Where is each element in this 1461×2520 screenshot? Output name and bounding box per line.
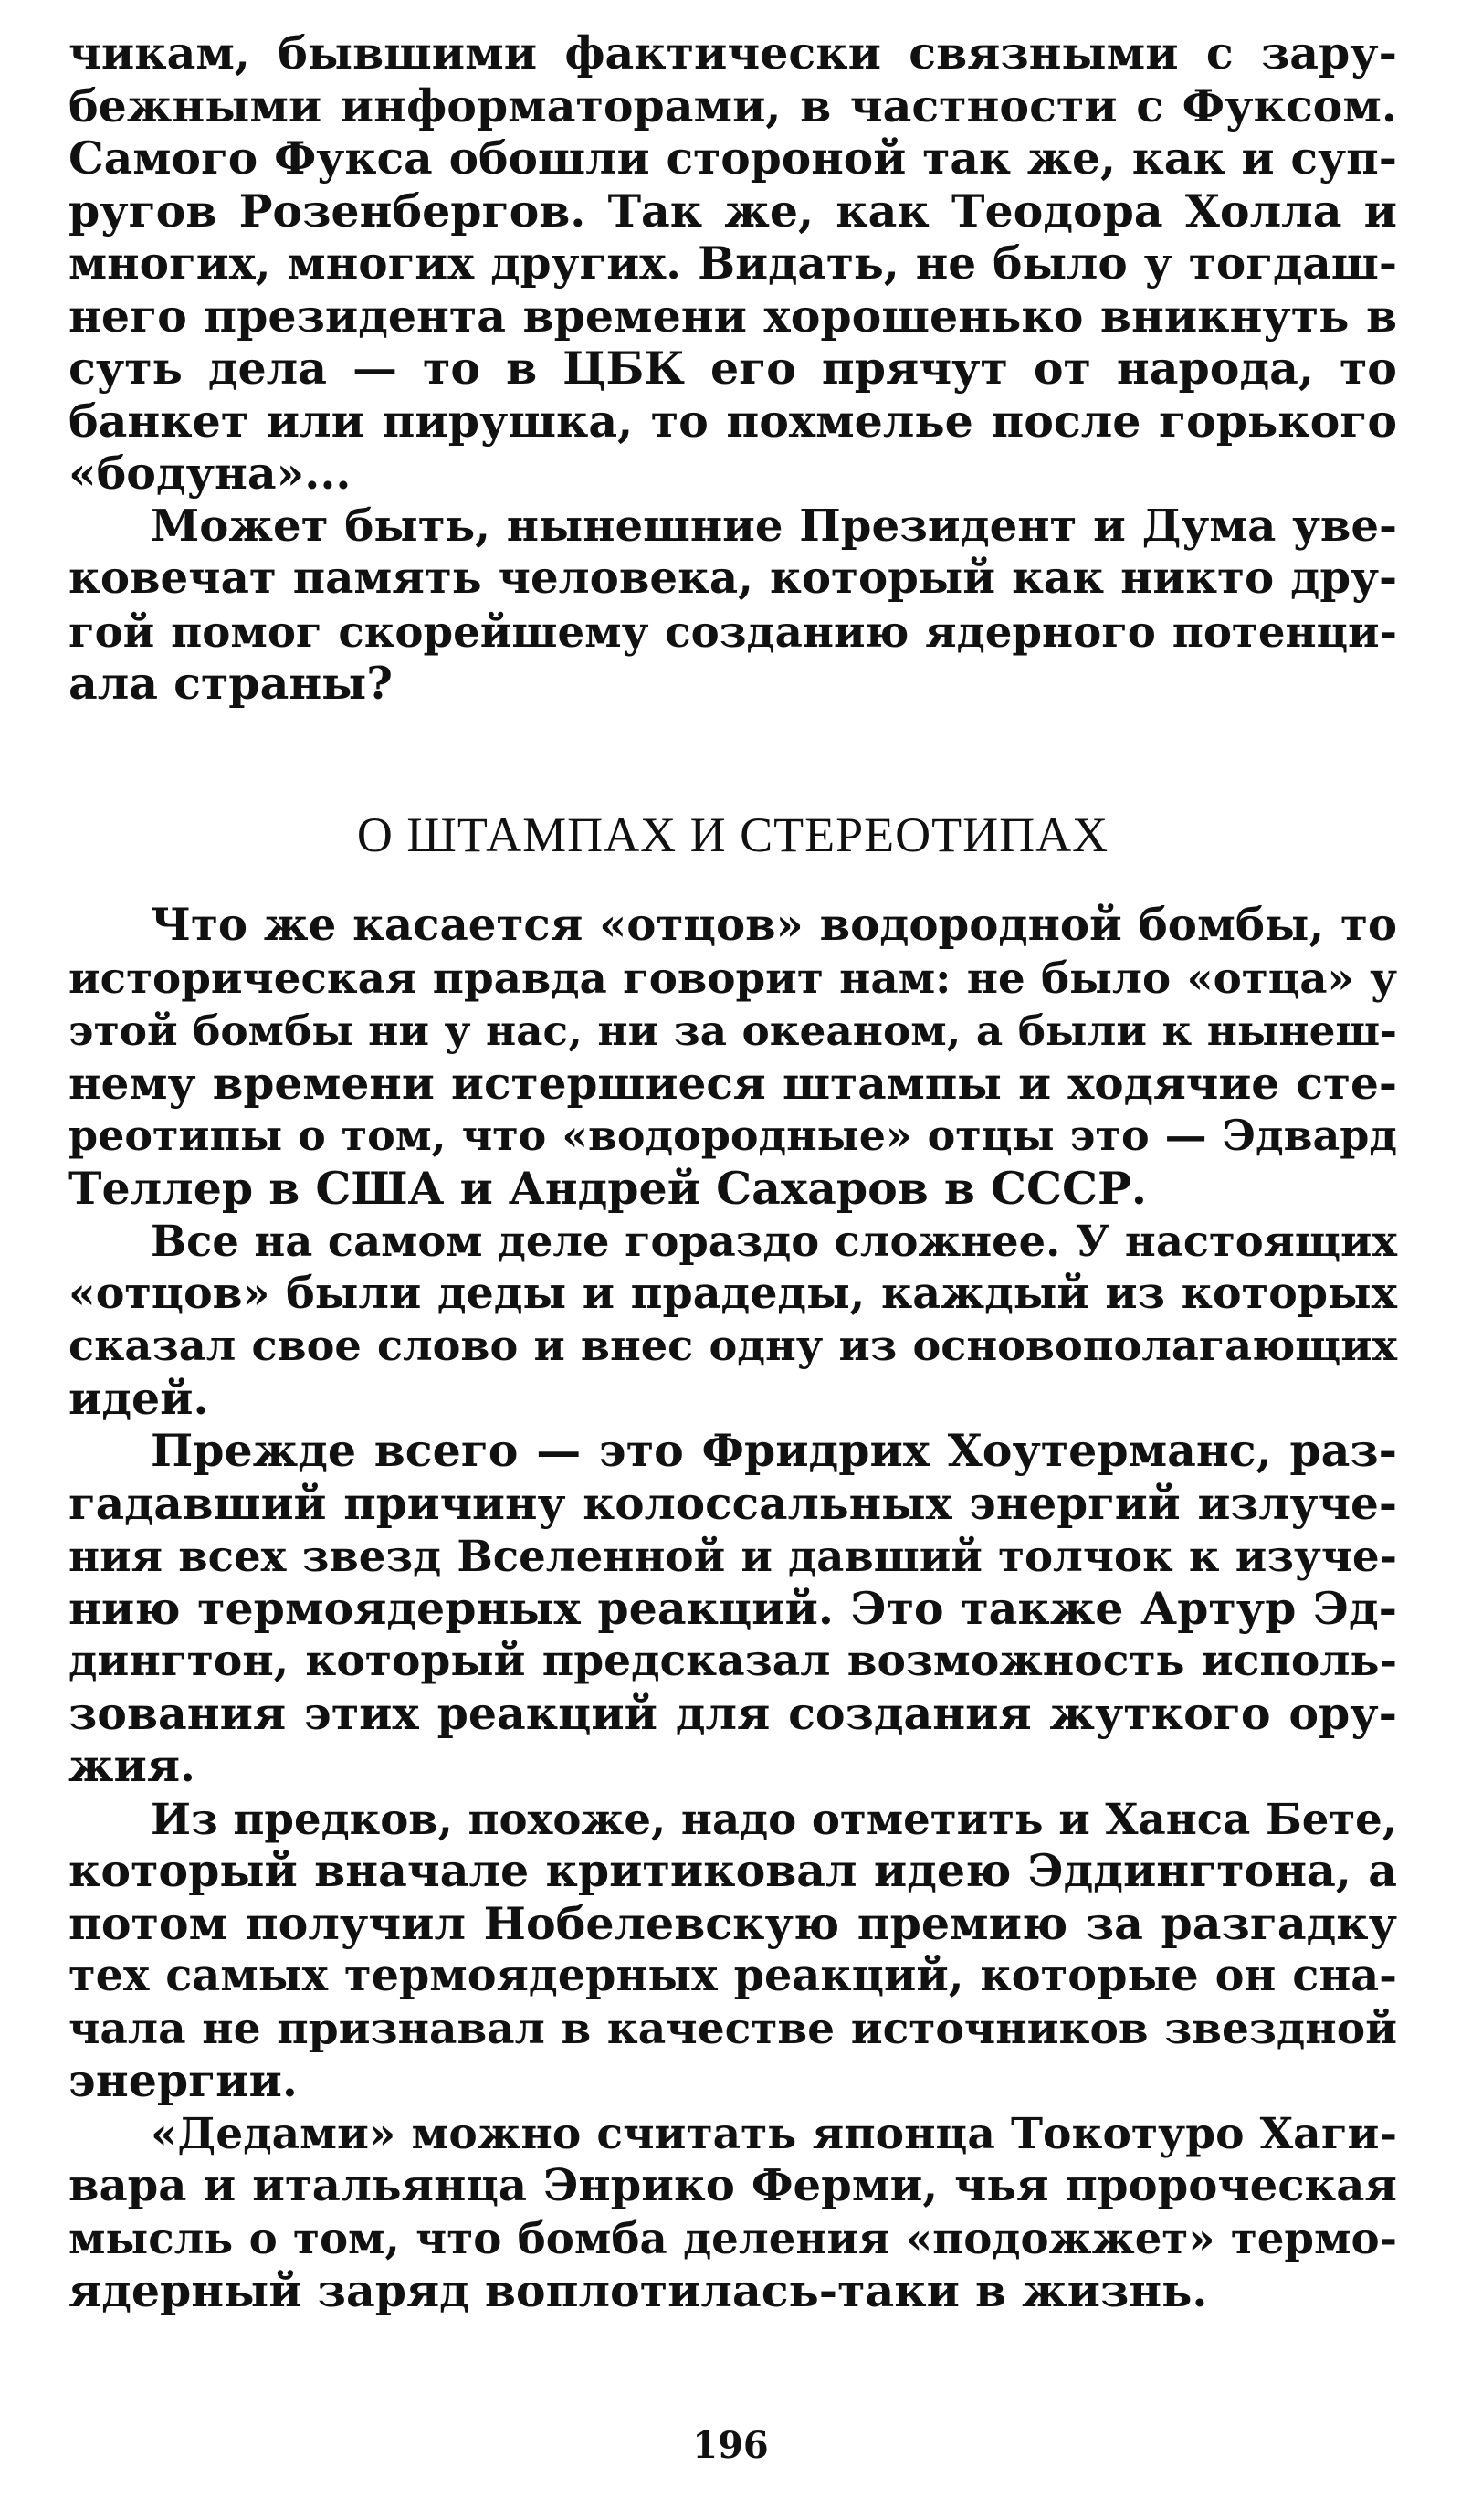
text-line: него президента времени хорошенько вникнуть в <box>68 289 1397 343</box>
text-line: реотипы о том, что «водородные» отцы это — Эдвард <box>68 1111 1397 1160</box>
text-line: тех самых термоядерных реакций, которые он сна- <box>68 1950 1397 2001</box>
text-line: Что же касается «отцов» водородной бомбы, то <box>151 900 1397 951</box>
text-line: чала не признавал в качестве источников звездной <box>68 2003 1397 2054</box>
text-line: нему времени истершиеся штампы и ходячие сте- <box>68 1057 1397 1110</box>
text-line: ругов Розенбергов. Так же, как Теодора Холла и <box>68 184 1397 237</box>
text-line: этой бомбы ни у нас, ни за океаном, а были к нынеш- <box>68 1006 1397 1055</box>
text-line: ковечат память человека, который как никто дру- <box>68 553 1397 604</box>
paragraph <box>68 1793 1397 2108</box>
text-line: нию термоядерных реакций. Это также Артур Эд- <box>68 1581 1397 1635</box>
text-line: «Дедами» можно считать японца Токотуро Хаги- <box>151 2108 1397 2159</box>
paragraph <box>68 501 1397 711</box>
text-line: который вначале критиковал идею Эддингтона, а <box>68 1844 1397 1897</box>
paragraph <box>68 1215 1397 1425</box>
text-line: Из предков, похоже, надо отметить и Ханса Бете, <box>151 1793 1397 1844</box>
text-line: многих, многих других. Видать, не было у тогдаш- <box>68 237 1397 290</box>
paragraph <box>68 1425 1397 1793</box>
text-line: энергии. <box>68 2054 298 2107</box>
text-line: идей. <box>68 1371 209 1425</box>
section-heading: О ШТАМПАХ И СТЕРЕОТИПАХ <box>356 807 1109 862</box>
text-line: дингтон, который предсказал возможность исполь- <box>68 1636 1397 1686</box>
text-line: вара и итальянца Энрико Ферми, чья пророческая <box>68 2160 1397 2211</box>
page-number: 196 <box>692 2424 769 2467</box>
text-line: чикам, бывшими фактически связными с зару- <box>68 26 1397 79</box>
text-line: ядерный заряд воплотилась-таки в жизнь. <box>68 2264 1208 2317</box>
text-line: историческая правда говорит нам: не было «отца» у <box>68 953 1397 1004</box>
text-line: Самого Фукса обошли стороной так же, как и суп- <box>68 132 1397 185</box>
paragraph <box>68 900 1397 1215</box>
text-line: суть дела — то в ЦБК его прячут от народа, то <box>68 342 1397 395</box>
text-line: гадавший причину колоссальных энергий излуче- <box>68 1477 1397 1530</box>
paragraph <box>68 2108 1397 2318</box>
text-line: сказал свое слово и внес одну из основополагающих <box>68 1321 1397 1370</box>
text-line: Прежде всего — это Фридрих Хоутерманс, раз- <box>151 1424 1397 1477</box>
text-line: гой помог скорейшему созданию ядерного потенци- <box>68 606 1397 657</box>
text-line: Может быть, нынешние Президент и Дума уве- <box>151 500 1397 552</box>
text-line: ния всех звезд Вселенной и давший толчок к изуче- <box>68 1531 1397 1581</box>
text-line: бежными информаторами, в частности с Фуксом. <box>68 79 1397 132</box>
paragraph-continuation <box>68 27 1397 501</box>
text-line: Все на самом деле гораздо сложнее. У настоящих <box>151 1216 1397 1266</box>
text-line: жия. <box>68 1739 196 1792</box>
text-line: банкет или пирушка, то похмелье после горького <box>68 394 1397 448</box>
page-text <box>68 27 1397 2318</box>
text-line: мысль о том, что бомба деления «подожжет» термо- <box>68 2213 1397 2264</box>
text-line: «бодуна»... <box>68 447 352 500</box>
text-line: потом получил Нобелевскую премию за разгадку <box>68 1896 1397 1950</box>
text-line: ала страны? <box>68 657 394 710</box>
text-line: «отцов» были деды и прадеды, каждый из которых <box>68 1267 1397 1319</box>
text-line: зования этих реакций для создания жуткого ору- <box>68 1686 1397 1740</box>
text-line: Теллер в США и Андрей Сахаров в СССР. <box>68 1161 1147 1215</box>
